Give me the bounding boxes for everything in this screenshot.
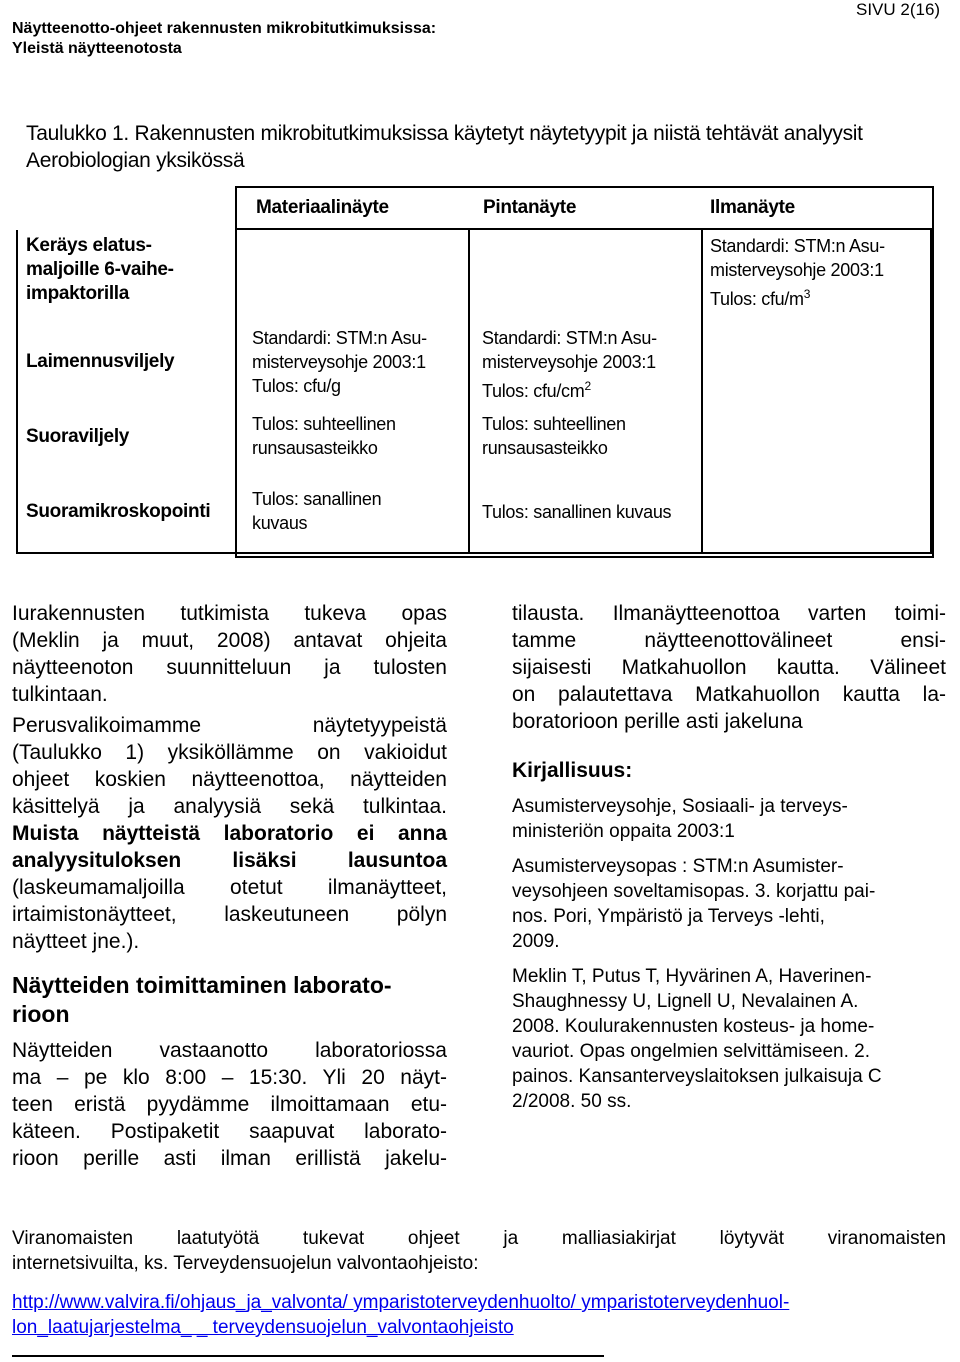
col-header-material: Materiaalinäyte <box>256 197 389 218</box>
paragraph-intro <box>12 600 447 681</box>
valvira-link[interactable] <box>12 1290 946 1340</box>
cell-air-impactor <box>710 234 885 311</box>
unit-exponent: 2 <box>584 379 591 393</box>
text-line: sijaisesti Matkahuollon kautta. Välineet <box>512 656 946 679</box>
cell-line: Standardi: STM:n Asu- <box>710 236 885 256</box>
cell-line: Tulos: suhteellinen <box>252 414 396 434</box>
text-line: nos. Pori, Ympäristö ja Terveys -lehti, <box>512 906 825 927</box>
cell-line: runsausasteikko <box>252 438 378 458</box>
paragraph-selection <box>12 712 447 928</box>
row-label-dilution: Laimennusviljely <box>26 351 175 372</box>
unit-text: Tulos: cfu/m <box>710 289 804 309</box>
text-line: veysohjeen soveltamisopas. 3. korjattu pai- <box>512 881 876 902</box>
text-line: Näytteiden vastaanotto laboratoriossa <box>12 1039 447 1062</box>
text-line: painos. Kansanterveyslaitoksen julkaisuja C <box>512 1066 882 1087</box>
text-line: 2008. Koulurakennusten kosteus- ja home- <box>512 1016 875 1037</box>
cell-surface-microscopy: Tulos: sanallinen kuvaus <box>482 502 672 522</box>
cell-line: Tulos: sanallinen <box>252 489 382 509</box>
cell-line: misterveysohje 2003:1 <box>252 352 426 372</box>
text-line: (laskeumamaljoilla otetut ilmanäytteet, <box>12 876 447 899</box>
table-col-divider-2 <box>701 228 703 554</box>
cell-surface-direct <box>482 412 626 460</box>
cell-line: Standardi: STM:n Asu- <box>482 328 657 348</box>
sample-type-table <box>16 186 932 556</box>
row-label-line: impaktorilla <box>26 283 130 304</box>
footer-text-line: Viranomaisten laatutyötä tukevat ohjeet ja malliasiakirjat löytyvät viranomaisten <box>12 1228 946 1249</box>
running-header-subtitle: Yleistä näytteenotosta <box>12 40 182 57</box>
text-line: Perusvalikoimamme näytetyypeistä <box>12 714 447 737</box>
cell-line: runsausasteikko <box>482 438 608 458</box>
text-line: 2009. <box>512 931 560 952</box>
col-header-air: Ilmanäyte <box>710 197 795 218</box>
link-line[interactable]: lon_laatujarjestelma_ _ terveydensuojelun_valvontaohjeisto <box>12 1317 514 1338</box>
cell-line: misterveysohje 2003:1 <box>710 260 884 280</box>
paragraph-delivery-cont <box>512 600 946 708</box>
cell-line <box>482 374 657 403</box>
reference-item <box>512 964 946 1114</box>
text-line: 2/2008. 50 ss. <box>512 1091 632 1112</box>
cell-line <box>710 282 885 311</box>
table-col-divider-1 <box>468 228 470 554</box>
text-line: käteen. Postipaketit saapuvat laborato- <box>12 1120 447 1143</box>
paragraph-selection-end: näytteet jne.). <box>12 930 140 953</box>
text-line: tilausta. Ilmanäytteenottoa varten toimi- <box>512 602 946 625</box>
heading-line: Näytteiden toimittaminen laborato- <box>12 972 392 998</box>
col-header-surface: Pintanäyte <box>483 197 577 218</box>
cell-material-direct <box>252 412 396 460</box>
text-line: rioon perille asti ilman erillistä jakelu- <box>12 1147 447 1170</box>
footer-text-line: internetsivuilta, ks. Terveydensuojelun valvontaohjeisto: <box>12 1253 479 1274</box>
row-label-line: Keräys elatus- <box>26 235 152 256</box>
unit-exponent: 3 <box>803 287 811 301</box>
text-line: Asumisterveysopas : STM:n Asumister- <box>512 856 844 877</box>
unit-text: Tulos: cfu/cm <box>482 381 585 401</box>
text-line: ma – pe klo 8:00 – 15:30. Yli 20 näyt- <box>12 1066 447 1089</box>
reference-item <box>512 794 946 844</box>
table-caption-line2: Aerobiologian yksikössä <box>26 149 245 172</box>
footer-note <box>12 1226 946 1340</box>
text-line: tamme näytteenottovälineet ensi- <box>512 629 946 652</box>
text-line: (Meklin ja muut, 2008) antavat ohjeita <box>12 629 447 652</box>
bold-text-line: analyysituloksen lisäksi lausuntoa <box>12 849 447 872</box>
footer-rule <box>12 1355 604 1357</box>
table-header-rule <box>235 228 932 230</box>
page-number: SIVU 2(16) <box>856 0 941 19</box>
reference-item <box>512 854 946 954</box>
text-line: käsittelyä ja analyysiä sekä tulkintaa. <box>12 795 447 818</box>
text-line: Iurakennusten tutkimista tukeva opas <box>12 602 447 625</box>
row-label-line: maljoille 6-vaihe- <box>26 259 174 280</box>
paragraph-intro-end: tulkintaan. <box>12 683 108 706</box>
text-line: Asumisterveysohje, Sosiaali- ja terveys- <box>512 796 848 817</box>
cell-line: Tulos: suhteellinen <box>482 414 626 434</box>
row-label-direct-culture: Suoraviljely <box>26 426 130 447</box>
text-line: irtaimistonäytteet, laskeutuneen pölyn <box>12 903 447 926</box>
cell-line: kuvaus <box>252 513 308 533</box>
text-line: ministeriön oppaita 2003:1 <box>512 821 735 842</box>
left-column <box>12 600 447 1176</box>
text-line: Meklin T, Putus T, Hyvärinen A, Haverinen- <box>512 966 872 987</box>
row-label-microscopy: Suoramikroskopointi <box>26 501 211 522</box>
text-line: näytteenoton suunnitteluun ja tulosten <box>12 656 447 679</box>
text-line: teen eristä pyydämme ilmoittamaan etu- <box>12 1093 447 1116</box>
cell-surface-dilution <box>482 326 657 403</box>
section-heading-literature: Kirjallisuus: <box>512 759 633 782</box>
table-caption-line1: Taulukko 1. Rakennusten mikrobitutkimuksissa käytetyt näytetyypit ja niistä tehtävät analyysit <box>26 122 863 145</box>
link-line[interactable]: http://www.valvira.fi/ohjaus_ja_valvonta/ ymparistoterveydenhuolto/ ymparistoterveydenhuol- <box>12 1292 790 1313</box>
text-line: on palautettava Matkahuollon kautta la- <box>512 683 946 706</box>
text-line: Shaughnessy U, Lignell U, Nevalainen A. <box>512 991 859 1012</box>
paragraph-delivery-cont-end: boratorioon perille asti jakeluna <box>512 710 803 733</box>
text-line: ohjeet koskien näytteenottoa, näytteiden <box>12 768 447 791</box>
cell-line: Tulos: cfu/g <box>252 376 341 396</box>
cell-material-dilution <box>252 326 427 398</box>
heading-line: rioon <box>12 1001 70 1027</box>
text-line: vauriot. Opas ongelmien selvittämiseen. 2. <box>512 1041 871 1062</box>
cell-line: Standardi: STM:n Asu- <box>252 328 427 348</box>
cell-material-microscopy <box>252 487 381 535</box>
row-label-impactor <box>26 234 174 306</box>
paragraph-delivery <box>12 1037 447 1172</box>
running-header-title: Näytteenotto-ohjeet rakennusten mikrobitutkimuksissa: <box>12 20 437 37</box>
cell-line: misterveysohje 2003:1 <box>482 352 656 372</box>
bold-text-line: Muista näytteistä laboratorio ei anna <box>12 822 447 845</box>
text-line: (Taulukko 1) yksiköllämme on vakioidut <box>12 741 447 764</box>
right-column <box>512 600 946 1124</box>
section-heading-delivery <box>12 971 447 1029</box>
